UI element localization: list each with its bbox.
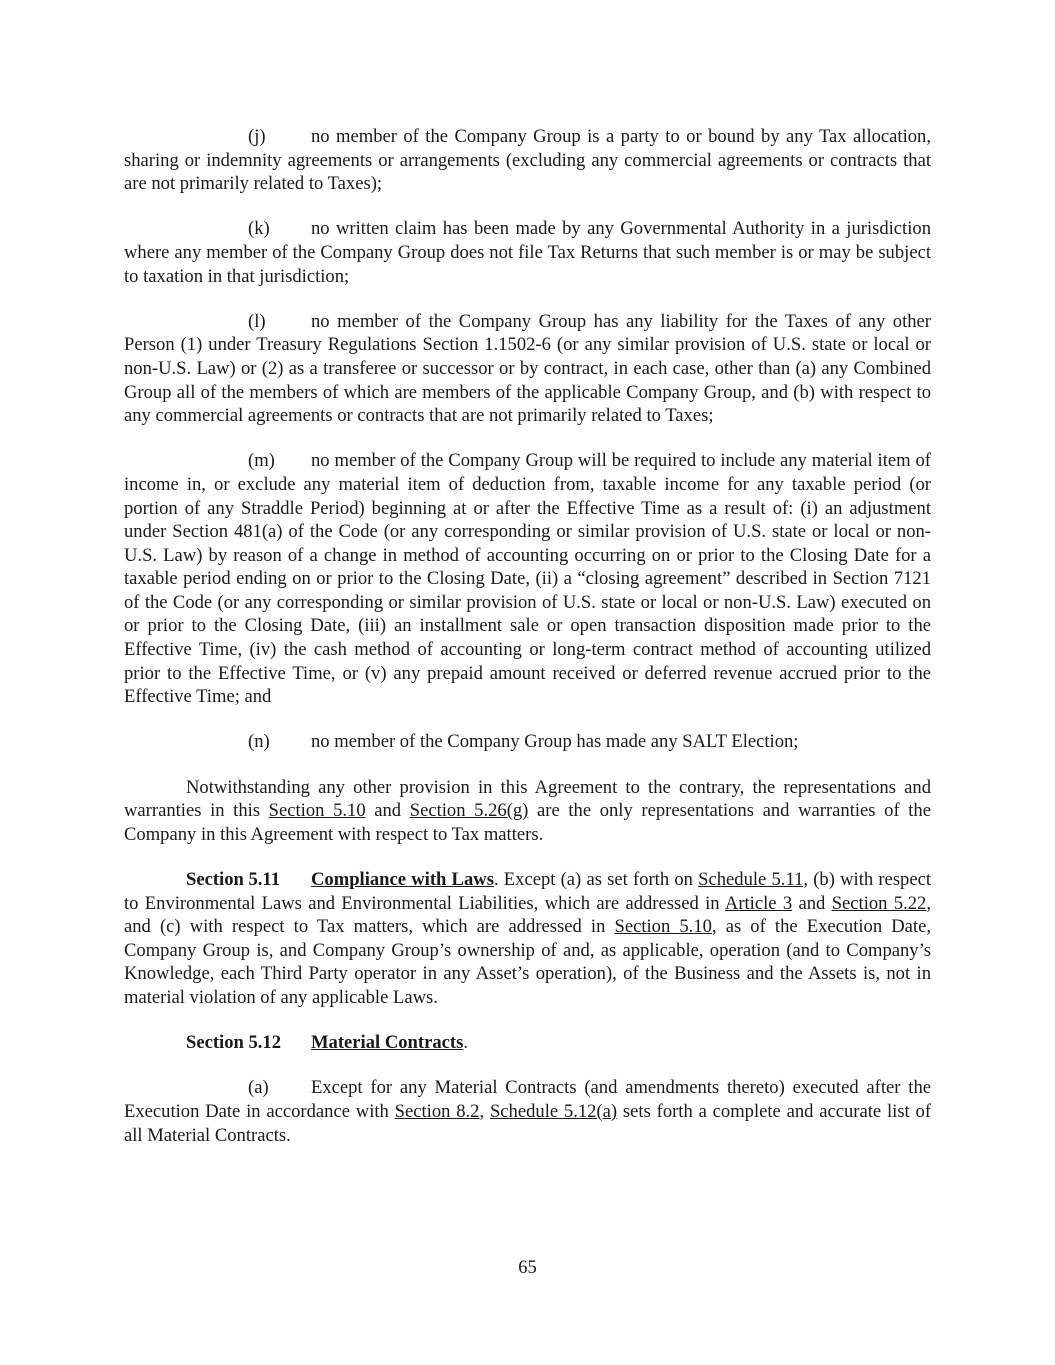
schedule-5-11-link[interactable]: Schedule 5.11: [698, 869, 804, 890]
notwithstanding-text-3: are the only representations and warranties of the Company in this Agreement with respect to Tax matters.: [124, 800, 931, 845]
section-5-11-text-1: . Except (a) as set forth on: [493, 869, 699, 890]
notwithstanding-text-2: and: [365, 800, 410, 822]
section-5-11-title: Compliance with Laws: [311, 869, 494, 890]
section-8-2-link[interactable]: Section 8.2: [394, 1100, 480, 1122]
item-l-number: (l): [248, 310, 266, 332]
item-m-text: no member of the Company Group will be required to include any material item of income in, or exclude any material item of deduction from, taxable income for any taxable period (or portion of any Straddle Period) beginning at or after the Effective Time as a result of: (i) an adjustment under Section 481(a) of the Code (or any corresponding or similar provision of U.S. state or local or non-U.S. Law) by reason of a change in method of accounting occurring on or prior to the Closing Date for a taxable period ending on or prior to the Closing Date, (ii) a “closing agreement” described in Section 7121 of the Code (or any corresponding or similar provision of U.S. state or local or non-U.S. Law) executed on or prior to the Closing Date, (iii) an installment sale or open transaction disposition made prior to the Effective Time, (iv) the cash method of accounting or long-term contract method of accounting utilized prior to the Effective Time, or (v) any prepaid amount received or deferred revenue accrued prior to the Effective Time; and: [124, 450, 931, 708]
item-k: [124, 217, 931, 288]
item-n-text: no member of the Company Group has made any SALT Election;: [311, 731, 799, 753]
item-k-number: (k): [248, 218, 270, 240]
section-5-11-text-3: and: [792, 892, 832, 914]
item-m-number: (m): [248, 450, 275, 472]
section-5-12-number: Section 5.12: [186, 1032, 282, 1054]
section-5-11: [124, 868, 931, 1010]
section-5-12-item-a-number: (a): [248, 1077, 269, 1099]
section-5-22-link[interactable]: Section 5.22: [831, 892, 927, 914]
section-5-12-item-a-text-1: Except for any Material Contracts (and amendments thereto) executed after the Execution Date in accordance with: [124, 1077, 931, 1122]
item-k-text: no written claim has been made by any Governmental Authority in a jurisdiction where any member of the Company Group does not file Tax Returns that such member is or may be subject to taxation in that jurisdiction;: [124, 218, 931, 287]
item-n-number: (n): [248, 731, 270, 753]
document-page: [124, 125, 931, 1169]
item-j-number: (j): [248, 126, 266, 147]
section-5-12-item-a-text-2: ,: [479, 1100, 490, 1122]
section-5-11-text-4: , and (c) with respect to Tax matters, which are addressed in: [124, 892, 931, 938]
section-5-11-text-5: , as of the Execution Date, Company Group is, and Company Group’s ownership of and, as applicable, operation (and to Company’s Knowledge, each Third Party operator in any Asset’s operation), of the Business and the Assets is, not in material violation of any applicable Laws.: [124, 916, 931, 1008]
schedule-5-12a-link[interactable]: Schedule 5.12(a): [489, 1100, 618, 1122]
notwithstanding-text-1: Notwithstanding any other provision in this Agreement to the contrary, the representations and warranties in this: [124, 776, 931, 822]
page-number: 65: [518, 1257, 537, 1278]
item-j-text: no member of the Company Group is a party to or bound by any Tax allocation, sharing or indemnity agreements or arrangements (excluding any commercial agreements or contracts that are not primarily related to Taxes);: [124, 126, 931, 195]
section-5-11-text-2: , (b) with respect to Environmental Laws and Environmental Liabilities, which are addressed in: [124, 869, 932, 914]
section-5-12-title: Material Contracts: [311, 1032, 464, 1054]
article-3-link[interactable]: Article 3: [724, 892, 793, 914]
section-5-12-heading: [124, 1031, 931, 1055]
section-5-12-item-a-text-3: sets forth a complete and accurate list of all Material Contracts.: [124, 1100, 932, 1146]
item-j: [124, 125, 931, 196]
item-l-text: no member of the Company Group has any liability for the Taxes of any other Person (1) under Treasury Regulations Section 1.1502-6 (or any similar provision of U.S. state or local or non-U.S. Law) or (2) as a transferee or successor or by contract, in each case, other than (a) any Combined Group all of the members of which are members of the applicable Company Group, and (b) with respect to any commercial agreements or contracts that are not primarily related to Taxes;: [124, 310, 931, 427]
item-n: [124, 730, 931, 754]
item-m: [124, 449, 931, 709]
section-5-12-item-a: [124, 1076, 931, 1147]
section-5-12-title-end: .: [463, 1032, 468, 1054]
notwithstanding-paragraph: [124, 776, 931, 847]
section-5-11-number: Section 5.11: [186, 869, 281, 890]
section-5-26g-link[interactable]: Section 5.26(g): [409, 800, 529, 822]
item-l: [124, 310, 931, 428]
section-5-10-link-2[interactable]: Section 5.10: [614, 916, 712, 938]
section-5-10-link[interactable]: Section 5.10: [268, 800, 366, 822]
